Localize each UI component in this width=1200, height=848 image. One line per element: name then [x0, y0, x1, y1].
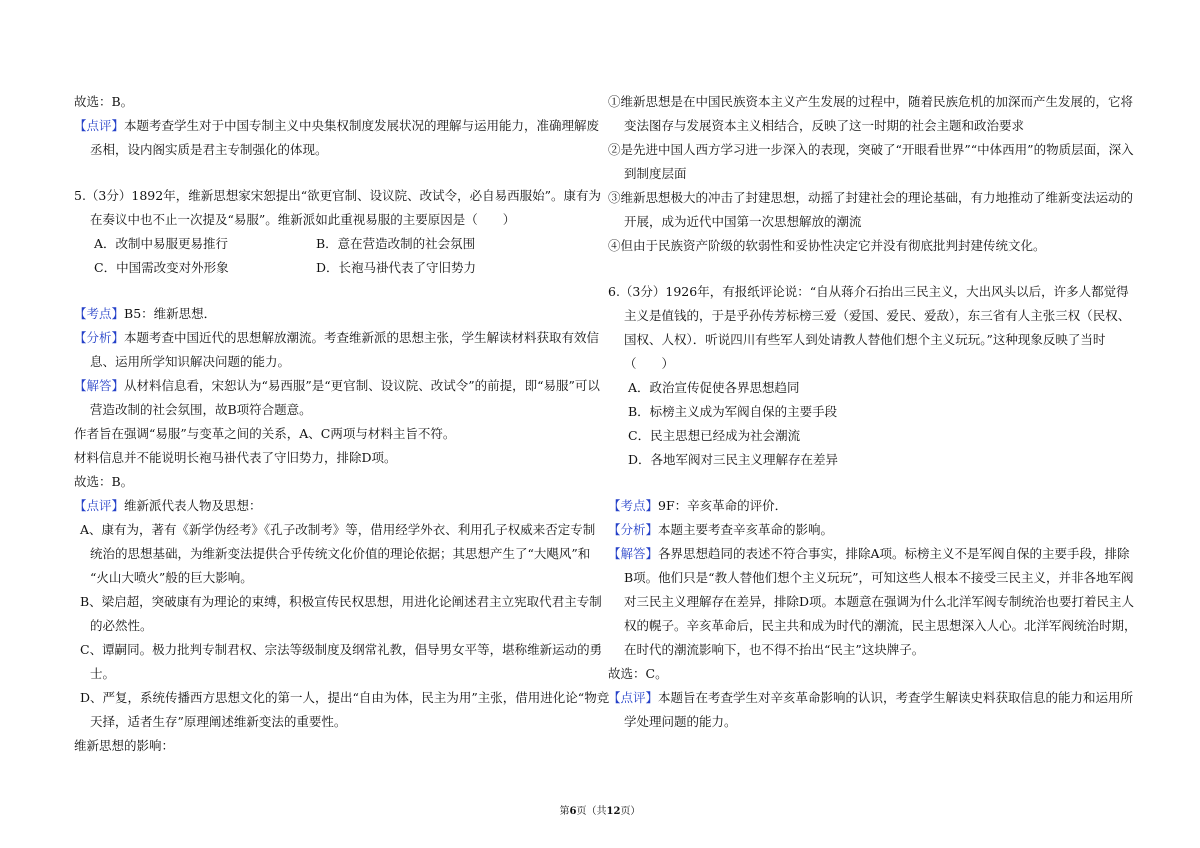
- influence-line: 到制度层面: [624, 166, 687, 181]
- influence-line: ③维新思想极大的冲击了封建思想，动摇了封建社会的理论基础，有力地推动了维新变法运动的: [608, 190, 1134, 205]
- q6-jieda-line: 权的幌子。辛亥革命后，民主共和成为时代的潮流，民主思想深入人心。北洋军阀统治时期，: [624, 618, 1137, 633]
- q5-option-d: D．长袍马褂代表了守旧势力: [316, 260, 477, 275]
- q5-review-head: 【点评】维新派代表人物及思想：: [74, 498, 262, 513]
- q6-option-b: B．标榜主义成为军阀自保的主要手段: [628, 404, 838, 419]
- prev-review-line: 【点评】本题考查学生对于中国专制主义中央集权制度发展状况的理解与运用能力，准确理解废: [74, 118, 600, 133]
- prev-review-line: 丞相，设内阁实质是君主专制强化的体现。: [90, 142, 328, 157]
- influence-line: 开展，成为近代中国第一次思想解放的潮流: [624, 214, 862, 229]
- q6-option-a: A．政治宣传促使各界思想趋同: [628, 380, 800, 395]
- q5-options-row: [74, 256, 594, 280]
- q5-options-row: [74, 232, 594, 256]
- q5-review-line: 统治的思想基础，为维新变法提供合乎传统文化价值的理论依据；其思想产生了“大飓风”和: [90, 546, 591, 561]
- q5-review-line: 的必然性。: [90, 618, 153, 633]
- q6-review-line: 学处理问题的能力。: [624, 714, 737, 729]
- page-number: 6: [569, 806, 577, 817]
- q5-fenxi-line: 【分析】本题考查中国近代的思想解放潮流。考查维新派的思想主张，学生解读材料获取有效信: [74, 330, 600, 345]
- q5-review-line: 天择，适者生存”原理阐述维新变法的重要性。: [90, 714, 347, 729]
- q6-stem-line: 主义是值钱的，于是乎孙传芳标榜三爱（爱国、爱民、爱敌），东三省有人主张三权（民权、: [624, 308, 1131, 323]
- q5-option-b: B．意在营造改制的社会氛围: [316, 236, 476, 251]
- fenxi-tag: 【分析】: [74, 330, 125, 345]
- review-tag: 【点评】: [74, 118, 125, 133]
- q5-jieda-line: 【解答】从材料信息看，宋恕认为“易西服”是“更官制、设议院、改试令”的前提，即“易服”可以: [74, 378, 600, 393]
- jieda-tag: 【解答】: [74, 378, 125, 393]
- q6-jieda-line: 对三民主义理解存在差异，排除D项。本题意在强调为什么北洋军阀专制统治也要打着民主人: [624, 594, 1135, 609]
- jieda-tag: 【解答】: [608, 546, 659, 561]
- page-total: 12: [606, 806, 621, 817]
- q5-fenxi-line: 息、运用所学知识解决问题的能力。: [90, 354, 291, 369]
- influence-line: 变法图存与发展资本主义相结合，反映了这一时期的社会主题和政治要求: [624, 118, 1025, 133]
- q6-stem-line: 国权、人权）．听说四川有些军人到处请教人替他们想个主义玩玩。”这种现象反映了当时: [624, 332, 1106, 347]
- prev-answer: 故选：B。: [74, 94, 134, 109]
- q5-kaodian: 【考点】B5：维新思想．: [74, 306, 217, 321]
- q5-stem-line: 在奏议中也不止一次提及“易服”。维新派如此重视易服的主要原因是（ ）: [90, 212, 516, 227]
- right-column: [608, 90, 1137, 734]
- q6-stem-line: 6.（3分）1926年，有报纸评论说：“自从蒋介石抬出三民主义，大出风头以后，许多人都觉得: [608, 284, 1129, 299]
- influence-line: ①维新思想是在中国民族资本主义产生发展的过程中，随着民族危机的加深而产生发展的，它将: [608, 94, 1134, 109]
- influence-line: ④但由于民族资产阶级的软弱性和妥协性决定它并没有彻底批判封建传统文化。: [608, 238, 1046, 253]
- q6-fenxi: 【分析】本题主要考查辛亥革命的影响。: [608, 522, 834, 537]
- q5-review-line: D、严复，系统传播西方思想文化的第一人，提出“自由为体，民主为用”主张，借用进化论“物竞: [80, 690, 610, 705]
- left-column: [74, 90, 610, 758]
- q5-review-line: 士。: [90, 666, 116, 681]
- page-footer: 第6页（共12页）: [559, 806, 641, 817]
- q6-jieda-line: 【解答】各界思想趋同的表述不符合事实，排除A项。标榜主义不是军阀自保的主要手段，排除: [608, 546, 1130, 561]
- influence-line: ②是先进中国人西方学习进一步深入的表现，突破了“开眼看世界”“中体西用”的物质层面，深入: [608, 142, 1134, 157]
- q5-review-line: “火山大喷火”般的巨大影响。: [90, 570, 253, 585]
- q5-stem-line: 5.（3分）1892年，维新思想家宋恕提出“欲更官制、设议院、改试令，必自易西服始”。康有为: [74, 188, 601, 203]
- q6-jieda-line: B项。他们只是“教人替他们想个主义玩玩”，可知这些人根本不接受三民主义，并非各地军阀: [624, 570, 1134, 585]
- q6-answer: 故选：C。: [608, 666, 668, 681]
- q5-review-line: B、梁启超，突破康有为理论的束缚，积极宣传民权思想，用进化论阐述君主立宪取代君主专制: [80, 594, 602, 609]
- q5-extra-line: 材料信息并不能说明长袍马褂代表了守旧势力，排除D项。: [74, 450, 397, 465]
- q6-option-c: C．民主思想已经成为社会潮流: [628, 428, 801, 443]
- fenxi-tag: 【分析】: [608, 522, 659, 537]
- kaodian-tag: 【考点】: [74, 306, 125, 321]
- q6-option-d: D．各地军阀对三民主义理解存在差异: [628, 452, 839, 467]
- q6-jieda-line: 在时代的潮流影响下，也不得不抬出“民主”这块牌子。: [624, 642, 925, 657]
- q5-extra-line: 作者旨在强调“易服”与变革之间的关系，A、C两项与材料主旨不符。: [74, 426, 456, 441]
- q6-stem-line: （ ）: [624, 356, 675, 371]
- q6-review-line: 【点评】本题旨在考查学生对辛亥革命影响的认识，考查学生解读史料获取信息的能力和运用所: [608, 690, 1134, 705]
- q5-option-c: C．中国需改变对外形象: [94, 260, 229, 275]
- q6-kaodian: 【考点】9F：辛亥革命的评价．: [608, 498, 788, 513]
- q5-review-line: 维新思想的影响：: [74, 738, 175, 753]
- q5-option-a: A．改制中易服更易推行: [94, 236, 229, 251]
- review-tag: 【点评】: [74, 498, 125, 513]
- review-tag: 【点评】: [608, 690, 659, 705]
- q5-review-line: C、谭嗣同。极力批判专制君权、宗法等级制度及纲常礼教，倡导男女平等，堪称维新运动的勇: [80, 642, 603, 657]
- q5-jieda-line: 营造改制的社会氛围，故B项符合题意。: [90, 402, 312, 417]
- q5-answer: 故选：B。: [74, 474, 134, 489]
- q5-review-line: A、康有为，著有《新学伪经考》《孔子改制考》等，借用经学外衣、利用孔子权威来否定专制: [80, 522, 596, 537]
- kaodian-tag: 【考点】: [608, 498, 659, 513]
